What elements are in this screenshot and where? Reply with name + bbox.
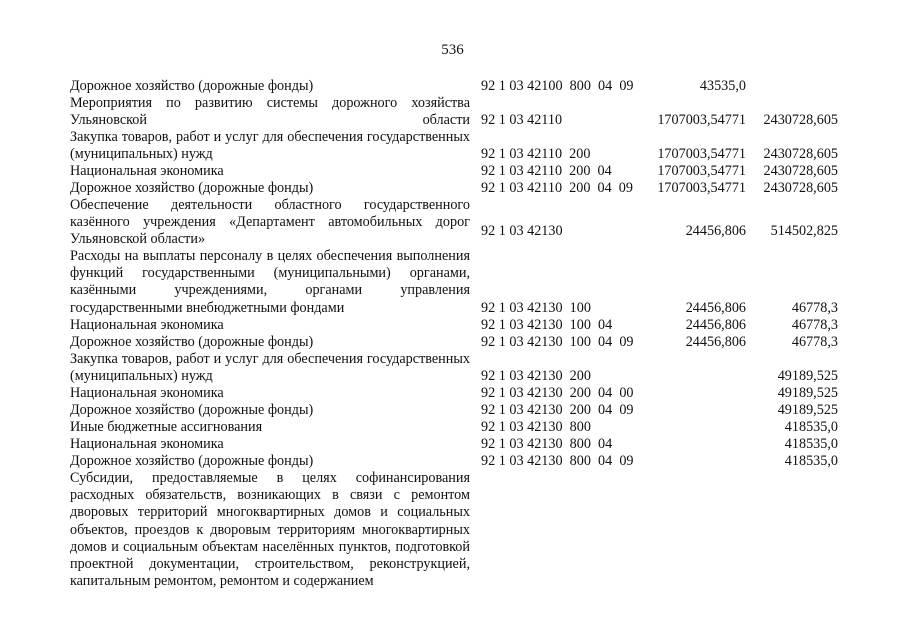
row-description: Закупка товаров, работ и услуг для обеспечения государственных (муниципальных) нужд (70, 129, 470, 163)
row-value-2: 46778,3 (791, 300, 838, 316)
row-description: Дорожное хозяйство (дорожные фонды) (70, 453, 314, 469)
table-row (0, 317, 905, 334)
table-row (0, 248, 905, 317)
row-value-2: 46778,3 (791, 334, 838, 350)
table-row (0, 163, 905, 180)
row-code: 92 1 03 42130 100 04 (481, 317, 613, 333)
row-value-1: 1707003,54771 (657, 146, 746, 162)
budget-table (0, 78, 905, 590)
row-description: Дорожное хозяйство (дорожные фонды) (70, 78, 314, 94)
row-value-2: 49189,525 (777, 385, 838, 401)
row-value-2: 2430728,605 (763, 163, 838, 179)
row-code: 92 1 03 42130 100 (481, 300, 591, 316)
row-description: Национальная экономика (70, 163, 224, 179)
row-code: 92 1 03 42130 100 04 09 (481, 334, 634, 350)
table-row (0, 129, 905, 163)
row-code: 92 1 03 42130 200 04 00 (481, 385, 634, 401)
row-value-1: 24456,806 (685, 300, 746, 316)
table-row (0, 95, 905, 129)
row-code: 92 1 03 42130 800 04 (481, 436, 613, 452)
row-description: Закупка товаров, работ и услуг для обеспечения государственных (муниципальных) нужд (70, 351, 470, 385)
row-description: Национальная экономика (70, 385, 224, 401)
table-row (0, 351, 905, 385)
row-value-2: 418535,0 (784, 436, 838, 452)
row-description: Дорожное хозяйство (дорожные фонды) (70, 402, 314, 418)
table-row (0, 470, 905, 590)
table-row (0, 334, 905, 351)
row-code: 92 1 03 42110 200 (481, 146, 591, 162)
row-value-1: 1707003,54771 (657, 163, 746, 179)
row-code: 92 1 03 42130 800 (481, 419, 591, 435)
table-row (0, 402, 905, 419)
row-code: 92 1 03 42110 (481, 112, 563, 128)
row-value-2: 2430728,605 (763, 112, 838, 128)
row-description: Субсидии, предоставляемые в целях софинансирования расходных обязательств, возникающих в связи с ремонтом дворовых территорий многоквартирных домов и социальных объектов, проездов к дворовым территориям многоквартирных домов и социальным объектам населённых пунктов, подготовкой проектной документации, строительством, реконструкцией, капитальным ремонтом, ремонтом и содержанием (70, 470, 470, 590)
row-value-2: 514502,825 (770, 223, 838, 239)
row-code: 92 1 03 42100 800 04 09 (481, 78, 634, 94)
row-description: Национальная экономика (70, 436, 224, 452)
row-code: 92 1 03 42130 (481, 223, 563, 239)
row-value-1: 24456,806 (685, 334, 746, 350)
row-value-1: 1707003,54771 (657, 180, 746, 196)
row-value-1: 43535,0 (699, 78, 746, 94)
row-description: Национальная экономика (70, 317, 224, 333)
row-description: Дорожное хозяйство (дорожные фонды) (70, 180, 314, 196)
row-value-2: 418535,0 (784, 453, 838, 469)
row-value-1: 1707003,54771 (657, 112, 746, 128)
row-code: 92 1 03 42130 200 (481, 368, 591, 384)
table-row (0, 78, 905, 95)
row-value-2: 49189,525 (777, 402, 838, 418)
row-code: 92 1 03 42110 200 04 09 (481, 180, 633, 196)
table-row (0, 197, 905, 248)
row-value-2: 2430728,605 (763, 146, 838, 162)
table-row (0, 385, 905, 402)
row-value-2: 46778,3 (791, 317, 838, 333)
row-description: Обеспечение деятельности областного государственного казённого учреждения «Департамент автомобильных дорог Ульяновской области» (70, 197, 470, 248)
row-value-2: 2430728,605 (763, 180, 838, 196)
table-row (0, 180, 905, 197)
page-number: 536 (441, 42, 464, 58)
row-value-1: 24456,806 (685, 223, 746, 239)
row-value-1: 24456,806 (685, 317, 746, 333)
row-description: Мероприятия по развитию системы дорожного хозяйства Ульяновской области (70, 95, 470, 129)
row-description: Дорожное хозяйство (дорожные фонды) (70, 334, 314, 350)
row-description: Иные бюджетные ассигнования (70, 419, 263, 435)
table-row (0, 436, 905, 453)
table-row (0, 453, 905, 470)
row-description: Расходы на выплаты персоналу в целях обеспечения выполнения функций государственными (муниципальными) органами, казёнными учреждениями, органами управления государственными внебюджетными фондами (70, 248, 470, 316)
row-value-2: 418535,0 (784, 419, 838, 435)
row-code: 92 1 03 42130 200 04 09 (481, 402, 634, 418)
row-code: 92 1 03 42130 800 04 09 (481, 453, 634, 469)
row-code: 92 1 03 42110 200 04 (481, 163, 612, 179)
row-value-2: 49189,525 (777, 368, 838, 384)
table-row (0, 419, 905, 436)
